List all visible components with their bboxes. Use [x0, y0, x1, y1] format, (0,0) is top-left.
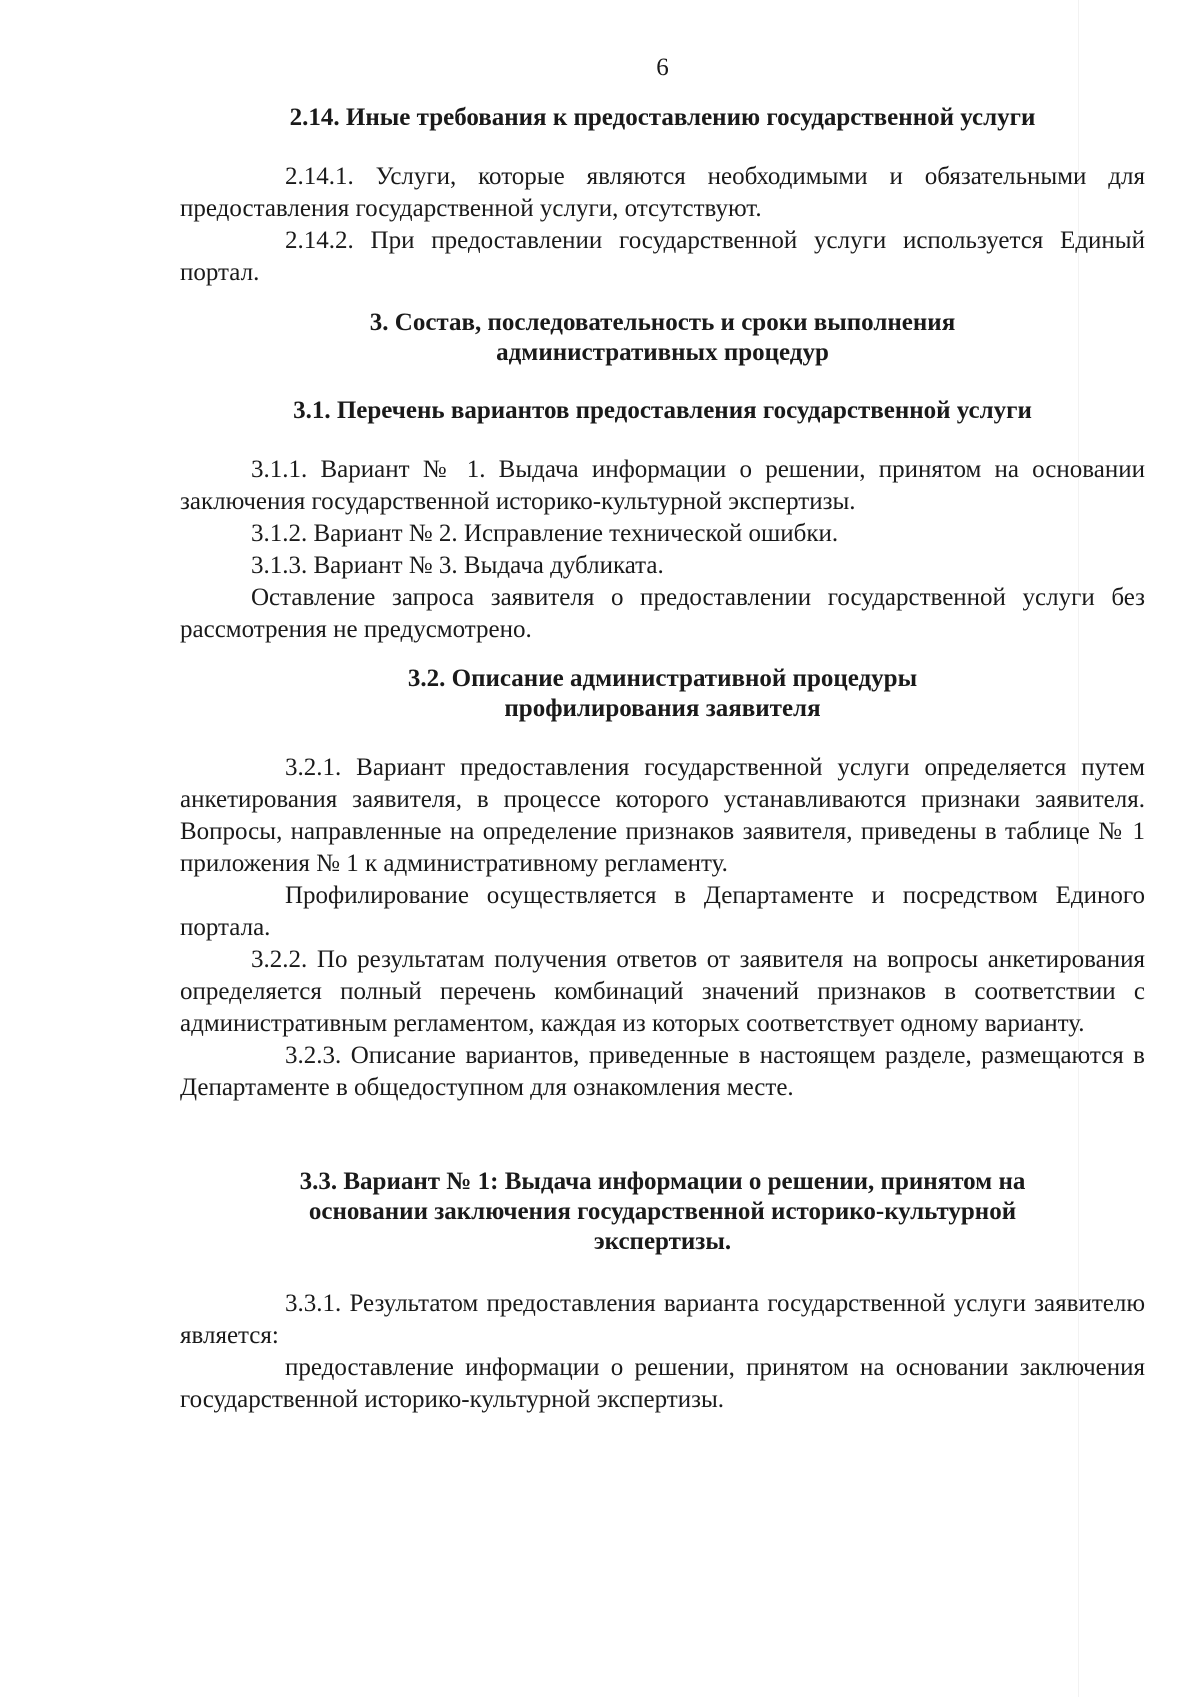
- paragraph-3-1-1: 3.1.1. Вариант № 1. Выдача информации о решении, принятом на основании заключения государственной историко-культурной экспертизы.: [180, 456, 1145, 515]
- paragraph-3-2-1-profiling: Профилирование осуществляется в Департаменте и посредством Единого портала.: [180, 882, 1145, 941]
- heading-3-2-line2: профилирования заявителя: [504, 695, 821, 722]
- paragraph-3-1-2: 3.1.2. Вариант № 2. Исправление технической ошибки.: [251, 520, 839, 547]
- paragraph-3-2-2: 3.2.2. По результатам получения ответов от заявителя на вопросы анкетирования определяется полный перечень комбинаций значений признаков в соответствии с административным регламентом, каждая из которых соответствует одному варианту.: [180, 946, 1145, 1037]
- section-2-14-body: [180, 161, 1145, 289]
- section-3-1-body: [180, 454, 1145, 646]
- paragraph-3-2-1: 3.2.1. Вариант предоставления государственной услуги определяется путем анкетирования заявителя, в процессе которого устанавливаются признаки заявителя. Вопросы, направленные на определение признаков заявителя, приведены в таблице № 1 приложения № 1 к административному регламенту.: [180, 754, 1145, 877]
- heading-3-line2: административных процедур: [496, 339, 829, 366]
- page-number: 6: [656, 54, 669, 81]
- paragraph-3-1-note: Оставление запроса заявителя о предоставлении государственной услуги без рассмотрения не предусмотрено.: [180, 584, 1145, 643]
- heading-3-2-line1: 3.2. Описание административной процедуры: [407, 665, 918, 692]
- paragraph-3-1-3: 3.1.3. Вариант № 3. Выдача дубликата.: [251, 552, 664, 579]
- paragraph-3-3-1-result: предоставление информации о решении, принятом на основании заключения государственной историко-культурной экспертизы.: [180, 1354, 1145, 1413]
- heading-3-3-line3: экспертизы.: [593, 1228, 732, 1255]
- section-3-3-body: [180, 1288, 1145, 1416]
- section-3-2-body: [180, 752, 1145, 1104]
- paragraph-2-14-2: 2.14.2. При предоставлении государственной услуги используется Единый портал.: [180, 227, 1145, 286]
- heading-2-14: 2.14. Иные требования к предоставлению государственной услуги: [289, 104, 1036, 131]
- paragraph-2-14-1: 2.14.1. Услуги, которые являются необходимыми и обязательными для предоставления государственной услуги, отсутствуют.: [180, 163, 1145, 222]
- heading-3-3-line2: основании заключения государственной историко-культурной: [308, 1198, 1017, 1225]
- heading-3-3-line1: 3.3. Вариант № 1: Выдача информации о решении, принятом на: [299, 1168, 1026, 1195]
- paragraph-3-3-1: 3.3.1. Результатом предоставления варианта государственной услуги заявителю является:: [180, 1290, 1145, 1349]
- paragraph-3-2-3: 3.2.3. Описание вариантов, приведенные в настоящем разделе, размещаются в Департаменте в общедоступном для ознакомления месте.: [180, 1042, 1145, 1101]
- heading-3-1: 3.1. Перечень вариантов предоставления государственной услуги: [293, 397, 1032, 424]
- heading-3-line1: 3. Состав, последовательность и сроки выполнения: [369, 309, 956, 336]
